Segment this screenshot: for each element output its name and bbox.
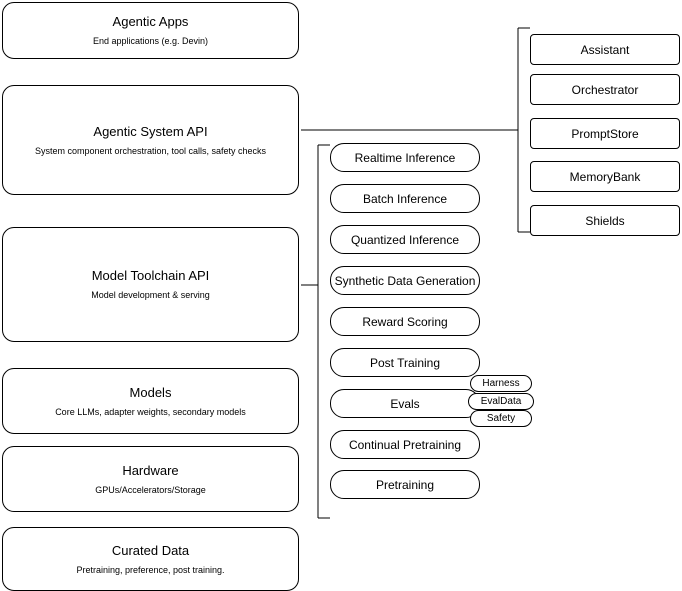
component-label: Assistant — [580, 42, 630, 57]
component-label: Reward Scoring — [362, 314, 448, 329]
stack-layer-curated-data[interactable] — [2, 527, 299, 591]
stack-layer-model-toolchain-api[interactable] — [2, 227, 299, 342]
agentic-component-shields[interactable] — [530, 205, 680, 236]
component-label: Pretraining — [375, 477, 435, 492]
stack-layer-models[interactable] — [2, 368, 299, 434]
badge-label: EvalData — [480, 395, 522, 407]
stack-layer-title: Agentic System API — [93, 123, 208, 139]
stack-layer-subtitle: Pretraining, preference, post training. — [76, 564, 225, 575]
agentic-component-orchestrator[interactable] — [530, 74, 680, 105]
toolchain-component-reward-scoring[interactable] — [330, 307, 480, 336]
stack-layer-hardware[interactable] — [2, 446, 299, 512]
component-label: Evals — [390, 396, 420, 411]
stack-layer-agentic-system-api[interactable] — [2, 85, 299, 195]
component-label: Realtime Inference — [354, 150, 456, 165]
stack-layer-agentic-apps[interactable] — [2, 2, 299, 59]
stack-layer-subtitle: System component orchestration, tool calls, safety checks — [34, 145, 267, 156]
toolchain-component-quantized-inference[interactable] — [330, 225, 480, 254]
badge-label: Safety — [486, 412, 516, 424]
component-label: Batch Inference — [362, 191, 448, 206]
stack-layer-subtitle: End applications (e.g. Devin) — [92, 36, 209, 46]
agentic-component-memorybank[interactable] — [530, 161, 680, 192]
component-label: Orchestrator — [571, 82, 639, 97]
eval-badge-safety[interactable] — [470, 410, 532, 427]
agentic-component-assistant[interactable] — [530, 34, 680, 65]
stack-layer-title: Agentic Apps — [112, 14, 189, 29]
stack-layer-title: Curated Data — [111, 542, 190, 558]
component-label: Post Training — [369, 355, 441, 370]
toolchain-component-synthetic-data-generation[interactable] — [330, 266, 480, 295]
component-label: PromptStore — [571, 126, 639, 141]
eval-badge-harness[interactable] — [470, 375, 532, 392]
component-label: Continual Pretraining — [348, 437, 462, 452]
toolchain-component-pretraining[interactable] — [330, 470, 480, 499]
stack-layer-subtitle: GPUs/Accelerators/Storage — [95, 484, 206, 495]
stack-layer-subtitle: Model development & serving — [91, 290, 210, 300]
stack-layer-subtitle: Core LLMs, adapter weights, secondary models — [55, 406, 246, 417]
toolchain-component-continual-pretraining[interactable] — [330, 430, 480, 459]
stack-layer-title: Hardware — [122, 462, 179, 478]
toolchain-component-post-training[interactable] — [330, 348, 480, 377]
toolchain-component-evals[interactable] — [330, 389, 480, 418]
component-label: MemoryBank — [569, 169, 641, 184]
component-label: Synthetic Data Generation — [334, 273, 476, 288]
stack-layer-title: Model Toolchain API — [91, 268, 210, 283]
stack-layer-title: Models — [129, 384, 172, 400]
agentic-component-promptstore[interactable] — [530, 118, 680, 149]
component-label: Quantized Inference — [350, 232, 460, 247]
component-label: Shields — [585, 213, 625, 228]
toolchain-component-realtime-inference[interactable] — [330, 143, 480, 172]
toolchain-component-batch-inference[interactable] — [330, 184, 480, 213]
badge-label: Harness — [482, 377, 520, 389]
eval-badge-evaldata[interactable] — [468, 393, 534, 410]
